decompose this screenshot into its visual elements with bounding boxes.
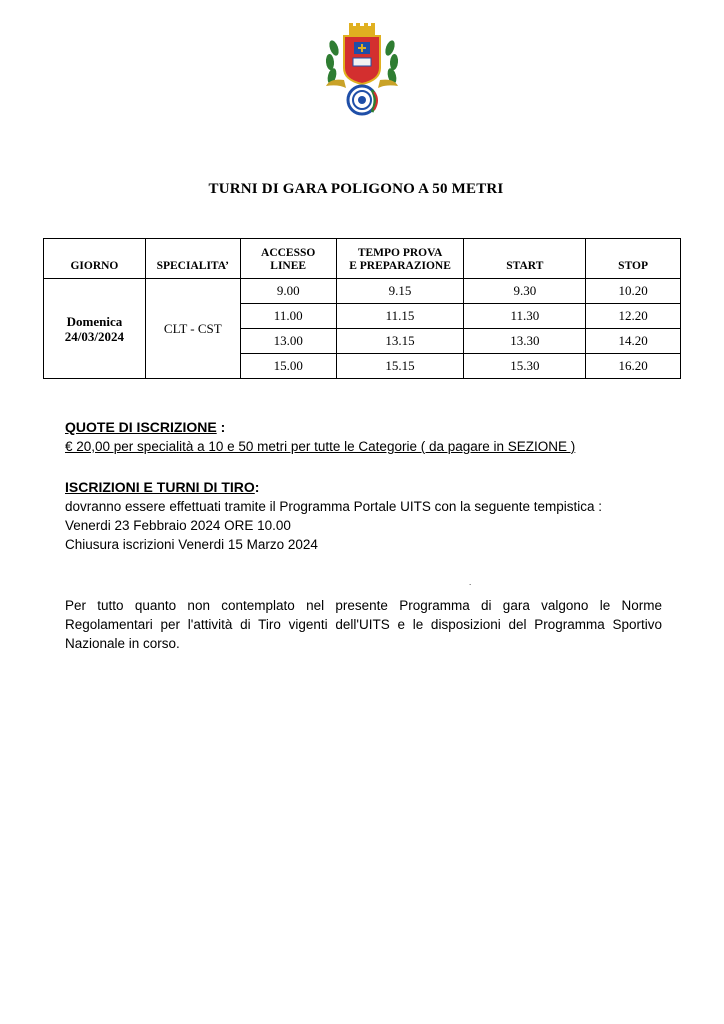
quote-text: € 20,00 per specialità a 10 e 50 metri per tutte le Categorie ( da pagare in SEZIONE ): [65, 439, 576, 454]
accesso-cell: 13.00: [240, 329, 336, 354]
document-title: TURNI DI GARA POLIGONO A 50 METRI: [208, 181, 504, 197]
accesso-cell: 9.00: [240, 279, 336, 304]
quote-heading-suffix: :: [216, 419, 226, 435]
club-crest-logo: [322, 20, 402, 120]
closing-paragraph: Per tutto quanto non contemplato nel presente Programma di gara valgono le Norme Regolamentari per l'attività di Tiro vigenti dell'UITS e le disposizioni del Programma Sportivo Nazionale in corso.: [65, 598, 662, 651]
day-date: 24/03/2024: [64, 328, 125, 344]
day-cell: [44, 279, 146, 379]
tempo-cell: 9.15: [336, 279, 464, 304]
header-accesso-line2: LINEE: [270, 260, 307, 272]
iscrizioni-heading: [65, 478, 602, 497]
crown-icon: [349, 23, 375, 35]
quote-heading: [65, 418, 575, 437]
tempo-cell: 11.15: [336, 304, 464, 329]
stop-cell: 12.20: [586, 304, 681, 329]
iscrizioni-section: [65, 478, 602, 554]
start-cell: 11.30: [464, 304, 586, 329]
quote-section: [65, 418, 575, 456]
header-tempo-line2: E PREPARAZIONE: [349, 260, 451, 272]
stop-cell: 10.20: [586, 279, 681, 304]
header-specialita: SPECIALITA’: [145, 239, 240, 279]
header-accesso-line1: ACCESSO: [261, 247, 316, 259]
quote-heading-text: QUOTE DI ISCRIZIONE: [65, 419, 217, 435]
accesso-cell: 15.00: [240, 354, 336, 379]
tempo-cell: 15.15: [336, 354, 464, 379]
header-tempo-prova: [336, 239, 464, 279]
specialty-cell: CLT - CST: [145, 279, 240, 379]
start-cell: 15.30: [464, 354, 586, 379]
shield-icon: [344, 36, 380, 84]
table-row: [44, 279, 681, 304]
iscrizioni-line2: Venerdi 23 Febbraio 2024 ORE 10.00: [65, 518, 291, 533]
header-tempo-line1: TEMPO PROVA: [357, 247, 443, 259]
tempo-cell: 13.15: [336, 329, 464, 354]
target-icon: [348, 86, 377, 114]
iscrizioni-line1: dovranno essere effettuati tramite il Programma Portale UITS con la seguente tempistica :: [65, 499, 603, 514]
header-start: START: [464, 239, 586, 279]
iscrizioni-heading-suffix: :: [254, 479, 260, 495]
stray-dot: .: [469, 578, 472, 587]
competition-shifts-table: [43, 238, 681, 379]
iscrizioni-line3: Chiusura iscrizioni Venerdi 15 Marzo 2024: [65, 537, 318, 552]
stop-cell: 14.20: [586, 329, 681, 354]
table-header-row: [44, 239, 681, 279]
header-accesso-linee: [240, 239, 336, 279]
accesso-cell: 11.00: [240, 304, 336, 329]
start-cell: 13.30: [464, 329, 586, 354]
iscrizioni-heading-text: ISCRIZIONI E TURNI DI TIRO: [65, 479, 255, 495]
header-giorno: GIORNO: [44, 239, 146, 279]
start-cell: 9.30: [464, 279, 586, 304]
day-name: Domenica: [66, 313, 123, 329]
header-stop: STOP: [586, 239, 681, 279]
stop-cell: 16.20: [586, 354, 681, 379]
